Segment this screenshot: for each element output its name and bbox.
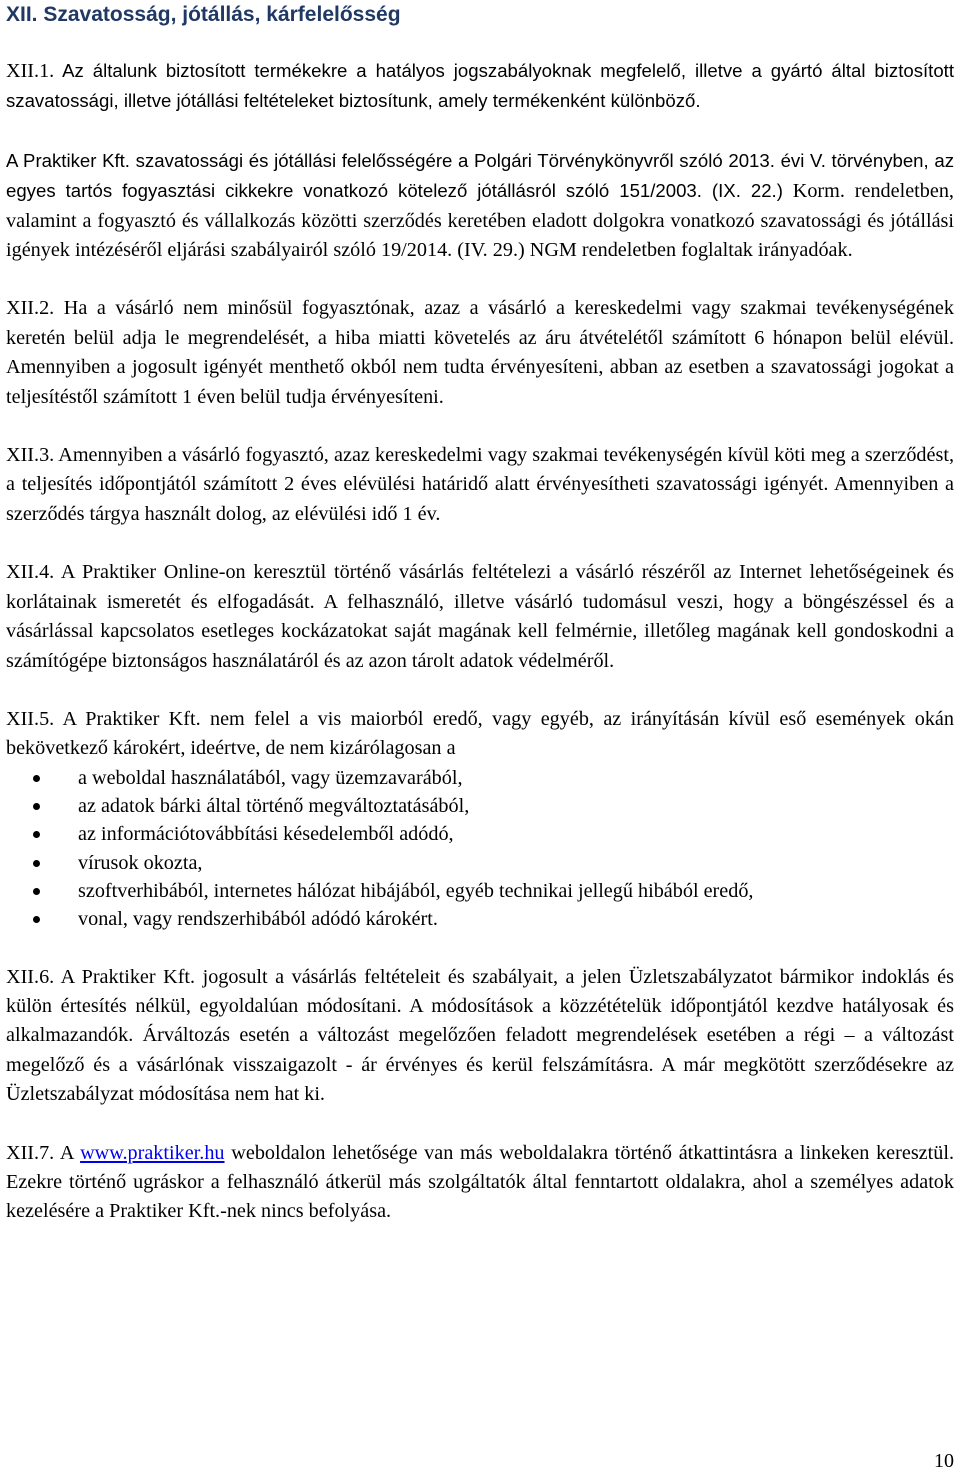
paragraph-xii-1 bbox=[6, 56, 954, 117]
document-page bbox=[6, 0, 954, 1227]
paragraph-xii-7: XII.7. A www.praktiker.hu weboldalon lehetősége van más weboldalakra történő átkattintásra a linkeken keresztül. Ezekre történő ugráskor a felhasználó átkerül más szolgáltatók által fenntartott oldalakra, ahol a személyes adatok kezelésére a Praktiker Kft.-nek nincs befolyása. bbox=[6, 1141, 955, 1223]
paragraph-text-serif: Korm. rendeletben, valamint a fogyasztó és vállalkozás közötti szerződés keretében eladott dolgokra vonatkozó szavatossági és jótállási igények intézéséről eljárási szabályairól szóló 19/2014. (IV. 29.) NGM rendeletben foglaltak irányadóak. bbox=[6, 180, 954, 262]
list-item: az információtovábbítási késedelemből adódó, bbox=[6, 820, 954, 848]
list-item: vírusok okozta, bbox=[6, 849, 954, 877]
bullet-icon bbox=[33, 803, 40, 810]
paragraph-xii-4: XII.4. A Praktiker Online-on keresztül történő vásárlás feltételezi a vásárló részéről az Internet lehetőségeinek és korlátainak ismeretét és elfogadását. A felhasználó, illetve vásárló tudomásul veszi, hogy a böngészéssel és a vásárlással kapcsolatos esetleges kockázatokat saját magának kell felmérnie, illetőleg magának kell gondoskodni a számítógépe biztonságos használatáról és az azon tárolt adatok védelméről. bbox=[6, 561, 954, 672]
bullet-icon bbox=[33, 775, 40, 782]
liability-exclusion-list bbox=[6, 764, 954, 934]
paragraph-xii-2: XII.2. Ha a vásárló nem minősül fogyasztónak, azaz a vásárló a kereskedelmi vagy szakmai tevékenységének keretén belül adja le megrendelését, a hiba miatti követelés az áru átvételétől számított 6 hónapon belül elévül. Amennyiben a jogosult igényét menthető okból nem tudta érvényesíteni, abban az esetben a szavatossági jogokat a teljesítéstől számított 1 éven belül tudja érvényesíteni. bbox=[6, 297, 954, 408]
praktiker-website-link[interactable]: www.praktiker.hu bbox=[80, 1141, 225, 1164]
section-heading: XII. Szavatosság, jótállás, kárfelelősség bbox=[6, 3, 401, 26]
paragraph-xii-5: XII.5. A Praktiker Kft. nem felel a vis maiorból eredő, vagy egyéb, az irányításán kívül eső események okán bekövetkező károkért, ideértve, de nem kizárólagosan a bbox=[6, 707, 954, 760]
list-item: vonal, vagy rendszerhibából adódó károkért. bbox=[6, 905, 954, 933]
page-number: 10 bbox=[934, 1450, 954, 1472]
list-item: szoftverhibából, internetes hálózat hibájából, egyéb technikai jellegű hibából eredő, bbox=[6, 877, 954, 905]
paragraph-label: XII.1. bbox=[6, 60, 55, 82]
bullet-icon bbox=[33, 916, 40, 923]
paragraph-text-sans: A Praktiker Kft. szavatossági és jótállási felelősségére a Polgári Törvénykönyvről szóló 2013. évi V. törvényben, az egyes tartós fogyasztási cikkekre vonatkozó kötelező jótállásról szóló 151/2003. (IX. 22.) bbox=[6, 149, 954, 202]
list-item: az adatok bárki által történő megváltoztatásából, bbox=[6, 792, 954, 820]
paragraph-text: Az általunk biztosított termékekre a hatályos jogszabályoknak megfelelő, illetve a gyártó által biztosított szavatossági, illetve jótállási feltételeket biztosítunk, amely termékenként különböző. bbox=[6, 60, 954, 112]
list-item: a weboldal használatából, vagy üzemzavarából, bbox=[6, 764, 954, 792]
bullet-icon bbox=[33, 888, 40, 895]
paragraph-xii-3: XII.3. Amennyiben a vásárló fogyasztó, azaz kereskedelmi vagy szakmai tevékenységén kívül köti meg a szerződést, a teljesítés időpontjától számított 2 éves elévülési határidő alatt érvényesítheti szavatossági igényét. Amennyiben a szerződés tárgya használt dolog, az elévülési idő 1 év. bbox=[6, 444, 954, 525]
bullet-icon bbox=[33, 860, 40, 867]
paragraph-xii-1-legal-basis bbox=[6, 146, 954, 266]
bullet-icon bbox=[33, 831, 40, 838]
paragraph-xii-6: XII.6. A Praktiker Kft. jogosult a vásárlás feltételeit és szabályait, a jelen Üzletszabályzatot bármikor indoklás és külön értesítés nélkül, egyoldalúan módosítani. A módosítások a közzétételük időpontjától kezdve hatályosak és alkalmazandók. Árváltozás esetén a változást megelőzően feladott megrendelések esetében a régi – a változást megelőző és a vásárlónak visszaigazolt - ár érvényes és kerül felszámításra. A már megkötött szerződésekre az Üzletszabályzat módosítása nem hat ki. bbox=[6, 965, 954, 1106]
